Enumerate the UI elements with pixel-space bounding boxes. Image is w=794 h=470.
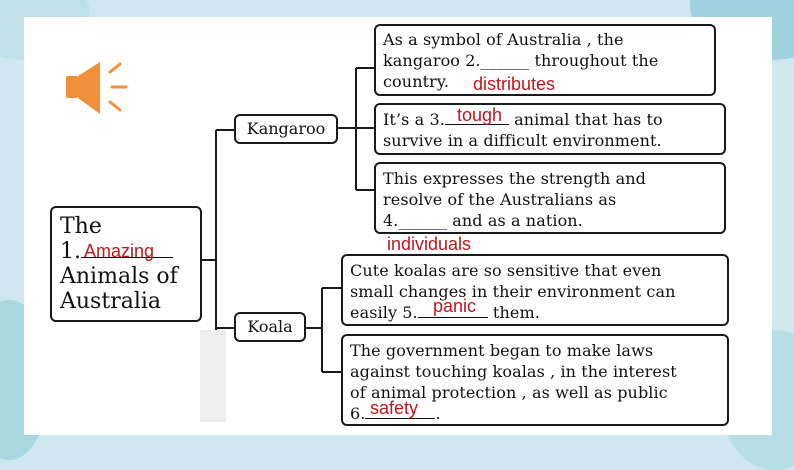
answer-6: safety [370, 398, 419, 418]
kangaroo-box-3 [374, 162, 726, 234]
kangaroo-box-3-line-2: resolve of the Australians as [383, 190, 617, 209]
koala-box-1-line-2: small changes in their environment can [350, 282, 676, 301]
kangaroo-box-3-line-3: 4.______ and as a nation. [383, 211, 583, 230]
koala-box-2-line-1: The government began to make laws [350, 341, 654, 360]
answer-2: distributes [473, 74, 556, 94]
koala-box-1 [341, 254, 729, 326]
koala-box-2-line-3: of animal protection , as well as public [350, 383, 668, 402]
koala-box-2-suffix: . [435, 404, 441, 423]
koala-box-1-suffix: them. [487, 303, 540, 322]
koala-box-2-line-2: against touching koalas , in the interest [350, 362, 677, 381]
kangaroo-box-3-line-1: This expresses the strength and [383, 169, 647, 188]
kangaroo-node [234, 114, 338, 144]
kangaroo-box-2 [374, 103, 726, 155]
title-line-2-number: 1. [60, 239, 81, 264]
kangaroo-box-1-line-2: kangaroo 2.______ throughout the [383, 51, 659, 70]
kangaroo-label: Kangaroo [246, 119, 326, 138]
kangaroo-box-2-suffix: animal that has to [508, 110, 663, 129]
answer-1: Amazing [84, 241, 155, 261]
title-line-1: The [60, 214, 102, 239]
koala-box-1-prefix: easily 5. [350, 303, 418, 322]
koala-box-2-prefix: 6. [350, 404, 366, 423]
kangaroo-box-1-line-3: country. [383, 72, 450, 91]
title-box [50, 206, 202, 322]
koala-node [234, 312, 306, 342]
title-line-4: Australia [60, 289, 162, 314]
answer-5: panic [433, 296, 477, 316]
answer-3: tough [457, 105, 503, 125]
title-line-3: Animals of [60, 264, 178, 289]
koala-box-1-line-1: Cute koalas are so sensitive that even [350, 261, 662, 280]
kangaroo-box-1-line-1: As a symbol of Australia , the [383, 30, 624, 49]
kangaroo-box-2-prefix: It’s a 3. [383, 110, 445, 129]
answer-4: individuals [387, 234, 472, 254]
kangaroo-box-2-line-2: survive in a difficult environment. [383, 131, 662, 150]
koala-label: Koala [247, 317, 293, 336]
